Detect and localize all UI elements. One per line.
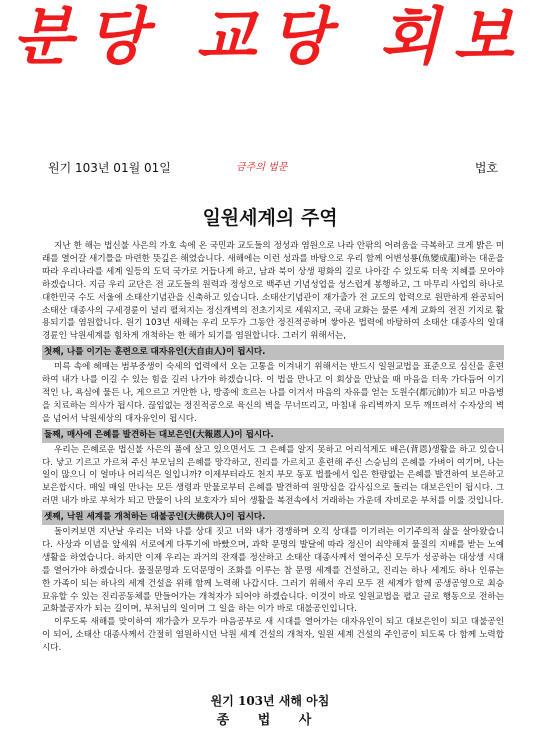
signature: 종 법 사	[216, 713, 324, 728]
issue-date: 원기 103년 01월 01일	[48, 161, 171, 175]
paragraph-first: 미륵 속에 헤매는 범부중생이 숙세의 업력에서 오는 고통을 이겨내기 위해서는 반드시 일원교법을 표준으로 심신을 훈련하여 내가 나를 이길 수 있는 힘을 길러 나가야 하겠습니다. 이 법을 만나고 이 회상을 만났을 때 마음을 더욱 가다듬어 이기적인 나, 욕심에 물든 나, 게으르고 거만한 나, 방종에 흐르는 나를 이겨서 마음의 자유를 얻는 도원수(都元帥)가 되고 마음병을 치료하는 의사가 됩시다. 끊임없는 정진적공으로 육신의 벽을 무너뜨리고, 마침내 유리벽까지 모두 깨뜨려서 수자상의 벽을 넘어서 낙원세상의 대자유인이 됩시다.	[42, 362, 504, 424]
paragraph-second: 우리는 은혜로운 법신불 사은의 품에 살고 있으면서도 그 은혜를 알지 못하고 어리석게도 배은(背恩)생활을 하고 있습니다. 낳고 기르고 가르쳐 주신 부모님의 은혜를 망각하고, 진리를 가르치고 훈련해 주신 스승님의 은혜를 가벼이 여기며, 나는 일이 많으니 이 얼마나 어리석은 일입니까? 이제부터라도 천지 부모 동포 법률에서 입은 한량없는 은혜를 발견하여 보은하고 보은합시다. 매일 매일 만나는 모든 생령과 만물로부터 은혜를 발견하여 원망심을 감사심으로 돌리는 대보은인이 됩시다. 그러면 내가 바로 부처가 되고 만물이 나의 보호자가 되어 생활을 복전속에서 거래하는 가운데 자비로운 부처를 이룰 것입니다.	[42, 444, 504, 507]
paragraph-closing: 이루도록 새해를 맞이하여 재가출가 모두가 마음공부로 새 시대를 열어가는 대자유인이 되고 대보은인이 되고 대불공인이 되어, 소태산 대종사께서 간절히 염원하시던 낙원 세계 건설의 개척자, 일원 세계 건설의 주인공이 되도록 다 함께 노력합시다.	[42, 617, 504, 654]
intro-paragraph: 지난 한 해는 법신불 사은의 가호 속에 온 국민과 교도들의 정성과 염원으로 나라 안팎의 어려움을 극복하고 크게 밝은 미래를 열어갈 새기틀을 마련한 뜻깊은 해였습니다. 새해에는 이런 성과를 바탕으로 우리 함께 어변성룡(魚變成龍)하는 대운을 따라 우리나라를 세계 일등의 도덕 국가로 거듭나게 하고, 남과 북이 상생 평화의 길로 나아갈 수 있도록 더욱 지혜를 모아야 하겠습니다. 지금 우리 교단은 전 교도들의 원력과 정성으로 백주년 기념성업을 성스럽게 봉행하고, 그 마무리 사업의 하나로 대한민국 수도 서울에 소태산기념관을 신축하고 있습니다. 소태산기념관이 재가출가 전 교도의 합력으로 원만하게 완공되어 소태산 대종사의 구세경륜이 널리 펼쳐지는 정신개벽의 전초기지로 세워지고, 국내 교화는 물론 세계 교화의 전진 기지로 활용되기를 염원합니다. 원기 103년 새해는 우리 모두가 그동안 정진적공하며 쌓아온 법력에 바탕하여 소태산 대종사의 일대 경륜인 낙원세계를 힘차게 개척하는 한 해가 되기를 염원합니다. 그러기 위해서는,	[42, 241, 504, 342]
column-subtitle: 금주의 법문	[236, 162, 288, 173]
masthead-title: 분당 교당 회보	[12, 0, 528, 73]
article-body	[42, 240, 504, 655]
closing-date: 원기 103년 새해 아침	[210, 694, 330, 708]
issue-label: 법호	[474, 161, 498, 175]
section-heading-second: 둘째, 매사에 은혜를 발견하는 대보은인(大報恩人)이 됩시다.	[42, 428, 504, 443]
article-title: 일원세계의 주역	[202, 207, 338, 229]
paragraph-third: 돌이켜보면 지난날 우리는 너와 나를 상대 짓고 너와 내가 경쟁하며 오직 상대를 이기려는 이기주의적 삶을 살아왔습니다. 사상과 이념을 앞세워 서로에게 다투기에 바빴으며, 과학 문명의 발달에 따라 정신이 쇠약해져 물질의 지배를 받는 노예 생활을 하였습니다. 하지만 이제 우리는 과거의 잔재를 정산하고 소태산 대종사께서 열어주신 모두가 성공하는 대상생 시대를 열어가야 하겠습니다. 물질문명과 도덕문명이 조화를 이루는 참 문명 세계를 건설하고, 진리는 하나 세계도 하나 인류는 한 가족이 되는 하나의 세계 건설을 위해 함께 노력해 나갑시다. 그러기 위해서 우리 모두 전 세계가 함께 공생공영으로 최승묘유할 수 있는 진리공동체를 만들어가는 개척자가 되어야 하겠습니다. 이것이 바로 일원교법을 펼고 글로 행동으로 전하는 교화불공자가 되는 길이며, 부처님의 일이며 그 일을 하는 이가 바로 대불공인입니다.	[42, 527, 504, 615]
section-heading-third: 셋째, 낙원 세계를 개척하는 대불공인(大佛供人)이 됩시다.	[42, 510, 504, 525]
dateline	[48, 159, 498, 177]
section-heading-first: 첫째, 나를 이기는 훈련으로 대자유인(大自由人)이 됩시다.	[42, 345, 504, 360]
